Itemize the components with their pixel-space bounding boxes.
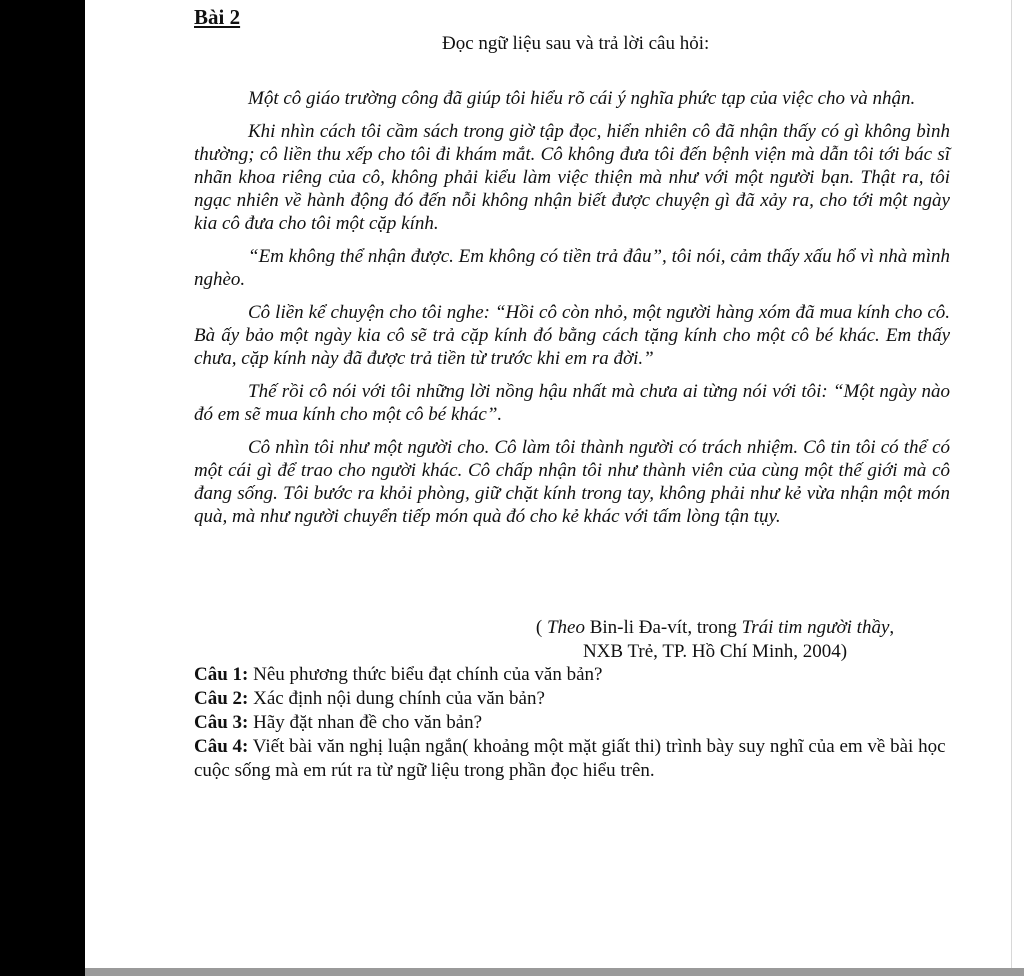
source-book-title: Trái tim người thầy	[741, 617, 890, 638]
source-line-2: NXB Trẻ, TP. Hồ Chí Minh, 2004)	[582, 641, 848, 662]
source-theo: Theo	[546, 617, 585, 638]
question-item	[194, 735, 950, 783]
exercise-title: Bài 2	[194, 5, 241, 29]
question-item	[194, 711, 950, 735]
source-line-1	[480, 616, 950, 640]
question-text: Xác định nội dung chính của văn bản?	[248, 688, 545, 709]
source-open: (	[535, 617, 547, 638]
question-label: Câu 1:	[194, 664, 249, 685]
source-citation	[480, 616, 950, 664]
source-author: Bin-li Đa-vít, trong	[584, 617, 742, 638]
instruction-text: Đọc ngữ liệu sau và trả lời câu hỏi:	[442, 33, 710, 54]
question-label: Câu 3:	[194, 712, 249, 733]
source-comma: ,	[889, 617, 895, 638]
question-text: Viết bài văn nghị luận ngắn( khoảng một mặt giất thi) trình bày suy nghĩ của em về bài học cuộc sống mà em rút ra từ ngữ liệu trong phần đọc hiểu trên.	[194, 736, 946, 781]
passage-paragraph: Cô liền kể chuyện cho tôi nghe: “Hồi cô còn nhỏ, một người hàng xóm đã mua kính cho cô. Bà ấy bảo một ngày kia cô sẽ trả cặp kính đó bằng cách tặng kính cho một cô bé khác. Em thấy chưa, cặp kính này đã được trả tiền từ trước khi em ra đời.”	[194, 302, 950, 369]
passage-paragraph: Cô nhìn tôi như một người cho. Cô làm tôi thành người có trách nhiệm. Cô tin tôi có thể có một cái gì để trao cho người khác. Cô chấp nhận tôi như thành viên của cùng một thế giới mà cô đang sống. Tôi bước ra khỏi phòng, giữ chặt kính trong tay, không phải như kẻ vừa nhận một món quà, mà như người chuyển tiếp món quà đó cho kẻ khác với tấm lòng tận tụy.	[194, 437, 950, 527]
reading-passage	[194, 87, 950, 538]
question-label: Câu 2:	[194, 688, 249, 709]
scrollbar-track[interactable]	[1011, 0, 1024, 968]
passage-paragraph: Khi nhìn cách tôi cầm sách trong giờ tập đọc, hiển nhiên cô đã nhận thấy có gì không bình thường; cô liền thu xếp cho tôi đi khám mắt. Cô không đưa tôi đến bệnh viện mà dẫn tôi tới bác sĩ nhãn khoa riêng của cô, không phải kiểu làm việc thiện mà như với một người bạn. Thật ra, tôi ngạc nhiên về hành động đó đến nỗi không nhận biết được chuyện gì đã xảy ra, cho tới một ngày kia cô đưa cho tôi một cặp kính.	[194, 121, 950, 234]
question-text: Nêu phương thức biểu đạt chính của văn bản?	[248, 664, 603, 685]
passage-paragraph: Một cô giáo trường công đã giúp tôi hiểu rõ cái ý nghĩa phức tạp của việc cho và nhận.	[248, 88, 916, 109]
question-label: Câu 4:	[194, 736, 249, 757]
passage-paragraph: Thế rồi cô nói với tôi những lời nồng hậu nhất mà chưa ai từng nói với tôi: “Một ngày nào đó em sẽ mua kính cho một cô bé khác”.	[194, 381, 950, 425]
passage-paragraph: “Em không thể nhận được. Em không có tiền trả đâu”, tôi nói, cảm thấy xấu hổ vì nhà mình nghèo.	[194, 246, 950, 290]
question-list	[194, 663, 950, 783]
page-bottom-edge	[85, 968, 1024, 976]
question-item	[194, 687, 950, 711]
question-text: Hãy đặt nhan đề cho văn bản?	[248, 712, 483, 733]
question-item	[194, 663, 950, 687]
